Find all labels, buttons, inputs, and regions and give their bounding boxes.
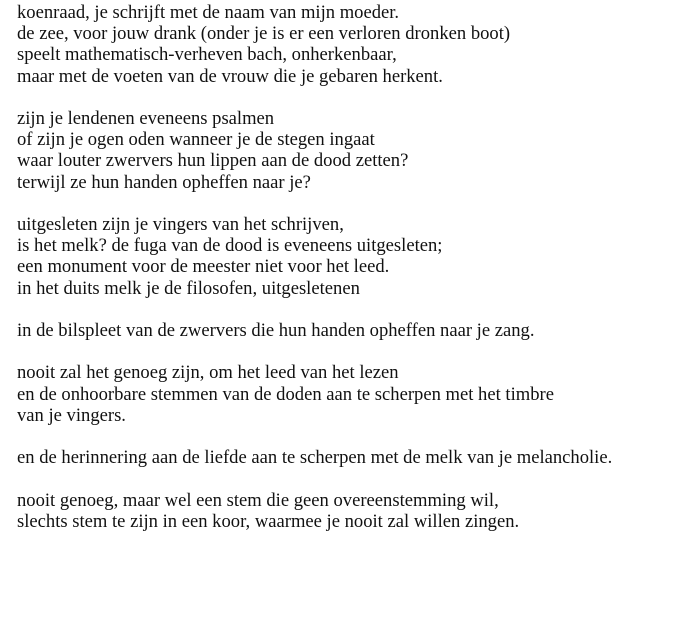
poem-line: van je vingers. bbox=[17, 404, 126, 426]
poem-line: of zijn je ogen oden wanneer je de stegen ingaat bbox=[17, 129, 375, 151]
stanza-5 bbox=[17, 362, 697, 426]
stanza-7 bbox=[17, 490, 697, 532]
poem-text bbox=[17, 2, 697, 532]
poem-line: waar louter zwervers hun lippen aan de dood zetten? bbox=[17, 150, 409, 172]
poem-line: in het duits melk je de filosofen, uitgesletenen bbox=[17, 277, 360, 299]
poem-line: een monument voor de meester niet voor het leed. bbox=[17, 256, 390, 278]
poem-line: slechts stem te zijn in een koor, waarmee je nooit zal willen zingen. bbox=[17, 510, 520, 532]
poem-line: nooit zal het genoeg zijn, om het leed van het lezen bbox=[17, 362, 399, 384]
poem-line: terwijl ze hun handen opheffen naar je? bbox=[17, 171, 311, 193]
poem-line: speelt mathematisch-verheven bach, onherkenbaar, bbox=[17, 44, 397, 66]
poem-line: zijn je lendenen eveneens psalmen bbox=[17, 108, 275, 129]
poem-line: maar met de voeten van de vrouw die je gebaren herkent. bbox=[17, 65, 443, 87]
poem-line: de zee, voor jouw drank (onder je is er een verloren dronken boot) bbox=[17, 23, 511, 45]
poem-line: is het melk? de fuga van de dood is eveneens uitgesleten; bbox=[17, 235, 443, 257]
poem-line: en de herinnering aan de liefde aan te scherpen met de melk van je melancholie. bbox=[17, 447, 613, 469]
stanza-6 bbox=[17, 447, 697, 468]
poem-line: en de onhoorbare stemmen van de doden aan te scherpen met het timbre bbox=[17, 383, 554, 405]
stanza-1 bbox=[17, 2, 697, 87]
poem-line: nooit genoeg, maar wel een stem die geen overeenstemming wil, bbox=[17, 489, 499, 511]
poem-line: in de bilspleet van de zwervers die hun handen opheffen naar je zang. bbox=[17, 320, 535, 341]
stanza-4 bbox=[17, 320, 697, 341]
stanza-2 bbox=[17, 108, 697, 193]
poem-line: uitgesleten zijn je vingers van het schrijven, bbox=[17, 214, 344, 235]
poem-line: koenraad, je schrijft met de naam van mijn moeder. bbox=[17, 2, 400, 23]
stanza-3 bbox=[17, 214, 697, 299]
